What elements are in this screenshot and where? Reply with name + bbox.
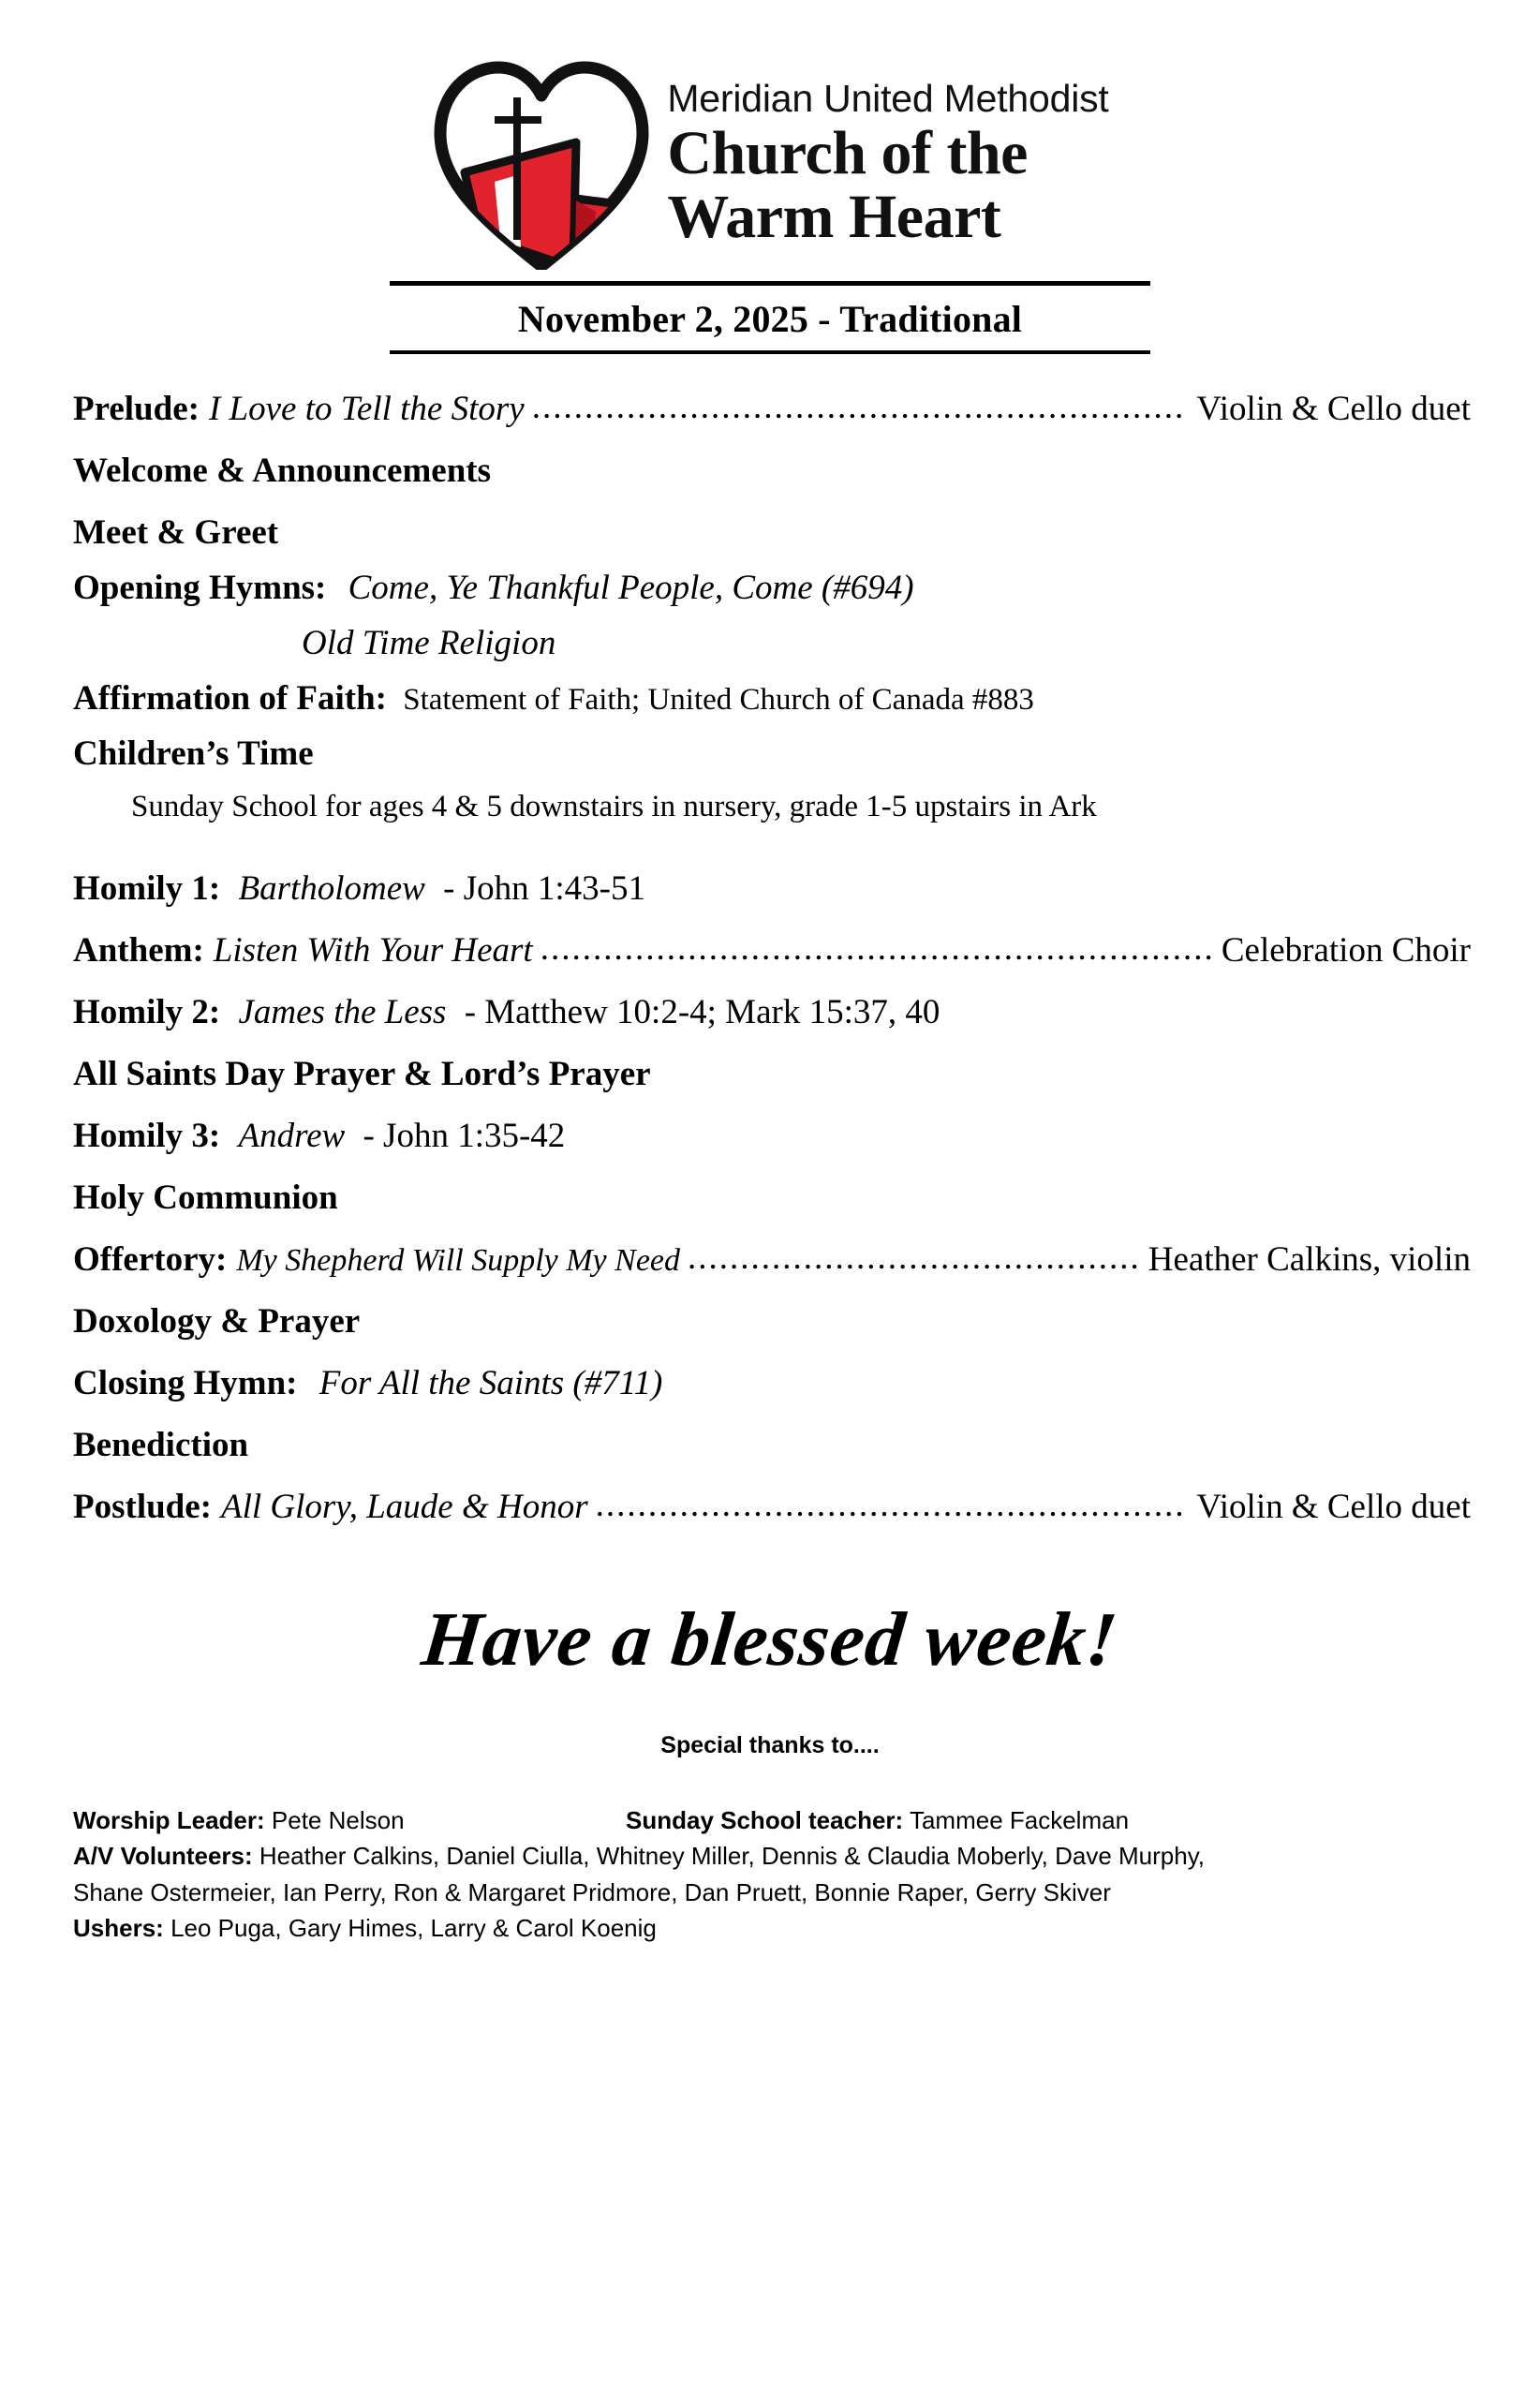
postlude-dot-leader: [596, 1488, 1188, 1522]
offertory-dot-leader: [688, 1240, 1139, 1275]
order-item-anthem: [73, 933, 1471, 968]
special-thanks-title: Special thanks to....: [660, 1732, 880, 1758]
blessing-message: Have a blessed week!: [418, 1596, 1122, 1682]
service-date-title: November 2, 2025 - Traditional: [517, 298, 1023, 340]
childrens-time-label: Children’s Time: [73, 734, 314, 773]
prelude-dot-leader: [532, 390, 1188, 424]
offertory-performer: Heather Calkins, violin: [1148, 1240, 1471, 1279]
logo-block: [431, 52, 1108, 270]
credit-row-av-1: [73, 1838, 1471, 1874]
homily-3-name: Andrew: [238, 1117, 346, 1155]
order-item-childrens-time: [73, 736, 1471, 771]
sunday-school-note: [73, 792, 1529, 823]
postlude-label: Postlude:: [73, 1488, 212, 1526]
prelude-label: Prelude:: [73, 390, 200, 428]
date-banner: [390, 281, 1150, 354]
benediction-label: Benediction: [73, 1426, 249, 1464]
ushers-label: Ushers:: [73, 1914, 164, 1943]
heart-cross-flame-logo-icon: [431, 52, 652, 270]
worship-leader-name: Pete Nelson: [271, 1806, 405, 1834]
credit-row-av-2: [73, 1875, 1471, 1910]
all-saints-prayer-label: All Saints Day Prayer & Lord’s Prayer: [73, 1055, 651, 1093]
homily-3-label: Homily 3:: [73, 1117, 221, 1155]
meet-greet-label: Meet & Greet: [73, 513, 279, 552]
welcome-label: Welcome & Announcements: [73, 452, 492, 490]
order-item-postlude: [73, 1490, 1471, 1524]
homily-2-label: Homily 2:: [73, 993, 221, 1031]
order-of-service: [0, 392, 1540, 1524]
homily-1-scripture: - John 1:43-51: [443, 869, 645, 908]
opening-hymn-1: Come, Ye Thankful People, Come (#694): [348, 569, 914, 607]
order-item-homily-3: [73, 1119, 1471, 1153]
affirmation-detail: Statement of Faith; United Church of Canada #883: [403, 683, 1034, 717]
av-volunteers-names-line-1: Heather Calkins, Daniel Ciulla, Whitney Miller, Dennis & Claudia Moberly, Dave Murphy,: [259, 1842, 1206, 1871]
order-item-meet-greet: [73, 515, 1471, 550]
church-logo-header: [0, 0, 1540, 270]
credits-block: [0, 1802, 1540, 1947]
logo-line-warmheart: Warm Heart: [667, 182, 1001, 251]
order-item-closing-hymn: [73, 1366, 1471, 1401]
logo-line-church: Church of the: [667, 119, 1028, 188]
homily-2-name: James the Less: [238, 993, 447, 1031]
order-item-affirmation: [73, 681, 1471, 716]
postlude-title: All Glory, Laude & Honor: [221, 1488, 588, 1526]
offertory-label: Offertory:: [73, 1240, 228, 1279]
anthem-title: Listen With Your Heart: [213, 931, 533, 970]
av-volunteers-names-line-2: Shane Ostermeier, Ian Perry, Ron & Margaret Pridmore, Dan Pruett, Bonnie Raper, Gerry Skiver: [73, 1877, 1111, 1906]
closing-hymn-title: For All the Saints (#711): [318, 1364, 663, 1402]
prelude-performer: Violin & Cello duet: [1196, 390, 1471, 428]
affirmation-label: Affirmation of Faith:: [73, 679, 387, 718]
order-item-prelude: [73, 392, 1471, 426]
anthem-label: Anthem:: [73, 931, 204, 970]
doxology-label: Doxology & Prayer: [73, 1302, 361, 1341]
order-item-homily-2: [73, 995, 1471, 1030]
logo-line-meridian: Meridian United Methodist: [667, 77, 1109, 121]
ushers-names: Leo Puga, Gary Himes, Larry & Carol Koenig: [170, 1914, 657, 1943]
av-volunteers-label: A/V Volunteers:: [73, 1842, 253, 1871]
order-item-welcome: [73, 453, 1471, 488]
order-item-all-saints-prayer: [73, 1057, 1471, 1091]
order-item-opening-hymns: [73, 571, 1471, 605]
opening-hymn-2-row: [73, 626, 1540, 660]
prelude-title: I Love to Tell the Story: [208, 390, 525, 428]
order-item-doxology: [73, 1304, 1471, 1339]
anthem-performer: Celebration Choir: [1221, 931, 1471, 970]
homily-2-scripture: - Matthew 10:2-4; Mark 15:37, 40: [464, 993, 940, 1031]
opening-hymns-label: Opening Hymns:: [73, 569, 327, 607]
logo-wordmark: [667, 74, 1109, 251]
holy-communion-label: Holy Communion: [73, 1179, 338, 1217]
closing-hymn-label: Closing Hymn:: [73, 1364, 298, 1402]
order-item-offertory: [73, 1242, 1471, 1277]
worship-leader-label: Worship Leader:: [73, 1806, 265, 1834]
sunday-school-teacher-name: Tammee Fackelman: [909, 1806, 1130, 1834]
sunday-school-note-text: Sunday School for ages 4 & 5 downstairs in nursery, grade 1-5 upstairs in Ark: [131, 790, 1097, 823]
order-item-benediction: [73, 1428, 1471, 1462]
sunday-school-teacher-label: Sunday School teacher:: [626, 1806, 904, 1834]
homily-3-scripture: - John 1:35-42: [363, 1117, 566, 1155]
offertory-title: My Shepherd Will Supply My Need: [236, 1243, 681, 1278]
opening-hymn-2: Old Time Religion: [302, 624, 556, 662]
homily-1-name: Bartholomew: [238, 869, 425, 908]
anthem-dot-leader: [540, 931, 1212, 966]
order-item-holy-communion: [73, 1180, 1471, 1215]
rule-bottom: [390, 350, 1150, 354]
order-item-homily-1: [73, 871, 1471, 906]
worship-leader-cell: [73, 1802, 626, 1838]
postlude-performer: Violin & Cello duet: [1196, 1488, 1471, 1526]
homily-1-label: Homily 1:: [73, 869, 221, 908]
credit-row-leaders: [73, 1802, 1471, 1838]
credit-row-ushers: [73, 1910, 1471, 1946]
sunday-school-teacher-cell: [626, 1802, 1129, 1838]
